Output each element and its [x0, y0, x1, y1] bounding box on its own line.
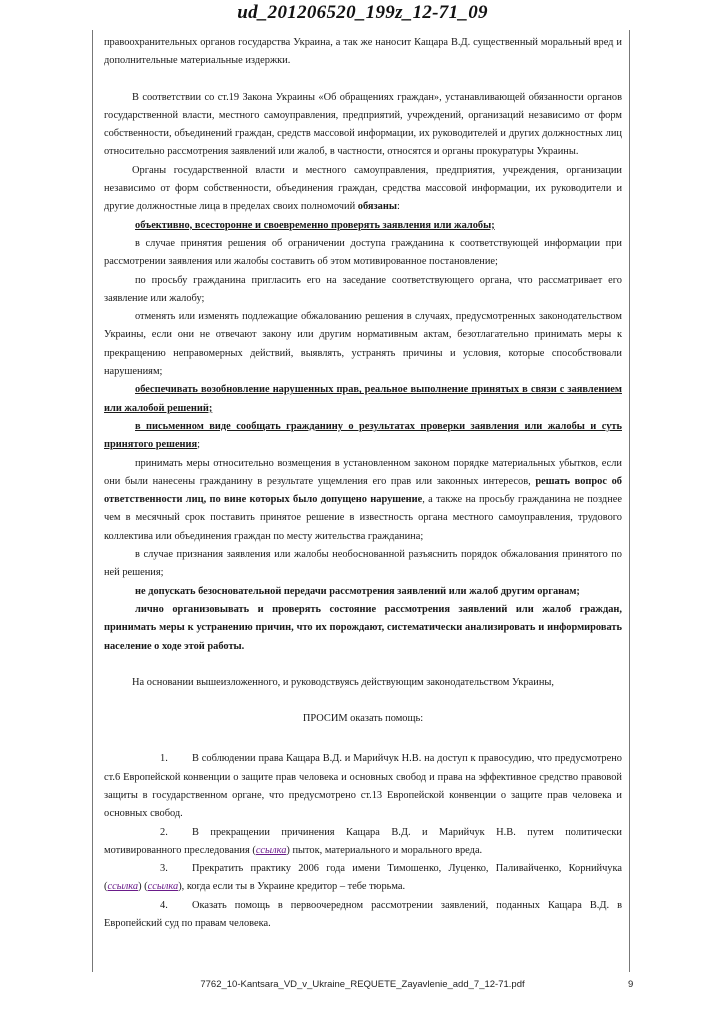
page-border-left — [92, 30, 93, 972]
obligation-item: отменять или изменять подлежащие обжалованию решения в случаях, предусмотренных законодательством Украины, если они не отвечают закону или другим нормативным актам, безотлагательно принимать меры к прекращению неправомерных действий, выявлять, устранять причины и условия, которые способствовали нарушениям; — [104, 311, 622, 378]
request-item-3: 3. Прекратить практику 2006 года имени Тимошенко, Луценко, Паливайченко, Корнийчука (ссылка) (ссылка), когда если ты в Украине кредитор – тебе тюрьма. — [104, 863, 622, 893]
document-body — [104, 34, 622, 933]
request-item-1: 1. В соблюдении права Кащара В.Д. и Марийчук Н.В. на доступ к правосудию, что предусмотрено ст.6 Европейской конвенции о защите прав человека и основных свобод и права на эффективное средство правовой защиты в государственном органе, что предусмотрено ст.13 Европейской конвенции о защите прав человека и основных свобод. — [104, 753, 622, 820]
paragraph-basis: На основании вышеизложенного, и руководствуясь действующим законодательством Украины, — [132, 676, 554, 688]
obligation-item: объективно, всесторонне и своевременно проверять заявления или жалобы; — [135, 219, 495, 231]
paragraph-obligations: Органы государственной власти и местного самоуправления, предприятия, учреждения, организации независимо от форм собственности, объединения граждан, средства массовой информации, их руководители и другие должностные лица в пределах своих полномочий обязаны: — [104, 164, 622, 213]
obligation-item: принимать меры относительно возмещения в установленном законом порядке материальных убытков, если они были нанесены гражданину в результате ущемления его прав или законных интересов, решать вопрос об ответственности лиц, по вине которых было допущено нарушение, а также на просьбу гражданина не позднее чем в месячный срок поставить принятое решение в известность органа местного самоуправления, трудового коллектива или объединения граждан по месту жительства гражданина; — [104, 457, 622, 542]
reference-link[interactable]: ссылка — [255, 844, 287, 856]
footer-filename: 7762_10-Kantsara_VD_v_Ukraine_REQUETE_Zayavlenie_add_7_12-71.pdf — [200, 979, 525, 990]
request-item-4: 4. Оказать помощь в первоочередном рассмотрении заявлений, поданных Кащара В.Д. в Европейский суд по правам человека. — [104, 899, 622, 930]
document-id-header: ud_201206520_199z_12-71_09 — [237, 2, 488, 23]
obligation-item: по просьбу гражданина пригласить его на заседание соответствующего органа, что рассматривает его заявление или жалобу; — [104, 274, 622, 304]
obligated-word: обязаны — [357, 201, 397, 213]
page-border-right — [629, 30, 630, 972]
request-item-2: 2. В прекращении причинения Кащара В.Д. и Марийчук Н.В. путем политически мотивированного преследования (ссылка) пыток, материального и морального вреда. — [104, 826, 622, 856]
obligation-item: обеспечивать возобновление нарушенных прав, реальное выполнение принятых в связи с заявлением или жалобой решений; — [104, 384, 622, 414]
obligation-item: в письменном виде сообщать гражданину о результатах проверки заявления или жалобы и суть принятого решения; — [104, 420, 622, 451]
obligation-item: не допускать безосновательной передачи рассмотрения заявлений или жалоб другим органам; — [135, 585, 580, 597]
page-number: 9 — [628, 979, 634, 990]
paragraph-article-19: В соответствии со ст.19 Закона Украины «Об обращениях граждан», устанавливающей обязанности органов государственной власти, местного самоуправления, предприятий, учреждений, организаций независимо от форм собственности, объединений граждан, средств массовой информации, их руководителей и других должностных лиц относительно рассмотрения заявлений или жалоб, в частности, относятся и органы прокуратуры Украины. — [104, 91, 622, 158]
request-heading: ПРОСИМ оказать помощь: — [302, 713, 424, 725]
obligation-item: в случае принятия решения об ограничении доступа гражданина к соответствующей информации при рассмотрении заявления или жалобы составить об этом мотивированное постановление; — [104, 237, 622, 268]
reference-link[interactable]: ссылка — [107, 881, 139, 893]
reference-link[interactable]: ссылка — [147, 881, 179, 893]
paragraph-moral-harm: правоохранительных органов государства Украина, а так же наносит Кащара В.Д. существенный моральный вред и дополнительные материальные издержки. — [104, 37, 622, 67]
obligation-item: в случае признания заявления или жалобы необоснованной разъяснить порядок обжалования принятого по ней решения; — [104, 549, 622, 579]
obligation-item: лично организовывать и проверять состояние рассмотрения заявлений или жалоб граждан, принимать меры к устранению причин, что их порождают, систематически анализировать и информировать население о ходе этой работы. — [104, 603, 622, 652]
